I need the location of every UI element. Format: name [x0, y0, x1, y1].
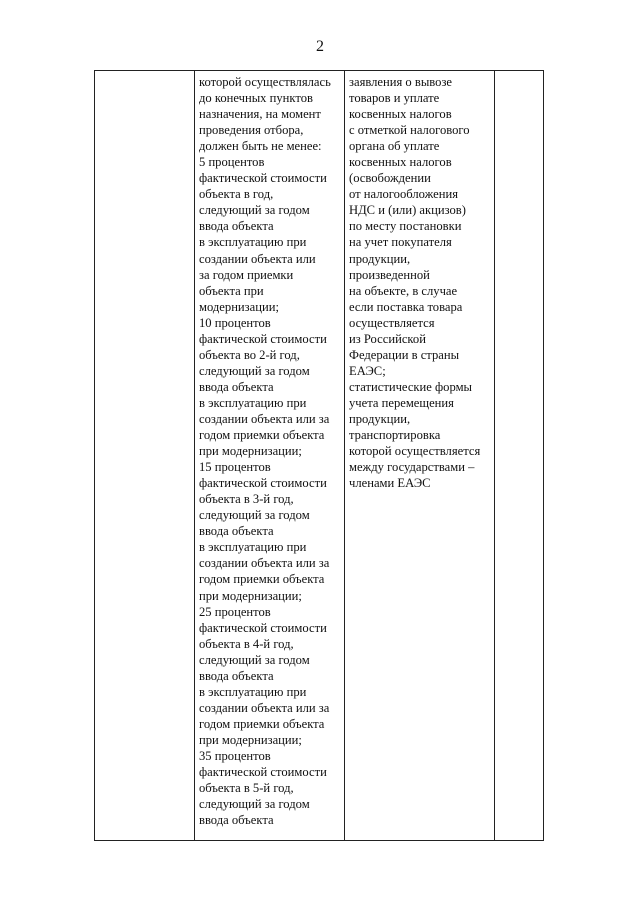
text-line: ввода объекта: [199, 813, 274, 828]
text-line: за годом приемки: [199, 267, 294, 282]
text-line: по месту постановки: [349, 219, 462, 234]
text-line: годом приемки объекта: [199, 428, 325, 443]
column-divider-1: [194, 71, 195, 840]
text-line: следующий за годом: [199, 508, 310, 523]
text-line: ввода объекта: [199, 524, 274, 539]
text-line: модернизации;: [199, 299, 279, 314]
text-line: объекта в 5-й год,: [199, 781, 294, 796]
text-line: ввода объекта: [199, 219, 274, 234]
text-line: транспортировка: [349, 428, 441, 443]
text-line: объекта в год,: [199, 187, 274, 202]
text-line: органа об уплате: [349, 139, 440, 154]
table-cell-criteria: [199, 74, 331, 828]
text-line: 35 процентов: [199, 748, 271, 763]
text-line: ввода объекта: [199, 668, 274, 683]
page-number: 2: [316, 38, 324, 55]
text-line: НДС и (или) акцизов): [349, 203, 466, 218]
text-line: 10 процентов: [199, 315, 271, 330]
text-line: годом приемки объекта: [199, 572, 325, 587]
text-line: создании объекта или за: [199, 700, 330, 715]
text-line: фактической стоимости: [199, 476, 327, 491]
text-line: ЕАЭС;: [349, 363, 386, 378]
text-line: в эксплуатацию при: [199, 235, 307, 250]
text-line: Федерации в страны: [349, 347, 460, 362]
text-line: произведенной: [349, 267, 430, 282]
text-line: косвенных налогов: [349, 155, 452, 170]
text-line: фактической стоимости: [199, 620, 327, 635]
text-line: фактической стоимости: [199, 765, 327, 780]
text-line: 15 процентов: [199, 460, 271, 475]
text-line: следующий за годом: [199, 203, 310, 218]
text-line: при модернизации;: [199, 588, 302, 603]
text-line: 5 процентов: [199, 155, 265, 170]
text-line: которой осуществляется: [349, 444, 481, 459]
text-line: в эксплуатацию при: [199, 540, 307, 555]
text-line: следующий за годом: [199, 363, 310, 378]
text-line: между государствами –: [349, 460, 475, 475]
column-divider-3: [494, 71, 495, 840]
text-line: товаров и уплате: [349, 91, 440, 106]
table-cell-documents: [349, 74, 480, 491]
text-line: с отметкой налогового: [349, 123, 470, 138]
text-line: 25 процентов: [199, 604, 271, 619]
text-line: (освобождении: [349, 171, 431, 186]
text-line: продукции,: [349, 251, 411, 266]
text-line: ввода объекта: [199, 379, 274, 394]
text-line: при модернизации;: [199, 732, 302, 747]
text-line: косвенных налогов: [349, 107, 452, 122]
text-line: от налогообложения: [349, 187, 459, 202]
text-line: до конечных пунктов: [199, 91, 313, 106]
text-line: назначения, на момент: [199, 107, 321, 122]
text-line: проведения отбора,: [199, 123, 304, 138]
text-line: заявления о вывозе: [349, 75, 453, 89]
text-line: на учет покупателя: [349, 235, 452, 250]
text-line: следующий за годом: [199, 797, 310, 812]
text-line: объекта при: [199, 283, 264, 298]
text-line: в эксплуатацию при: [199, 684, 307, 699]
text-line: фактической стоимости: [199, 331, 327, 346]
text-line: при модернизации;: [199, 444, 302, 459]
text-line: на объекте, в случае: [349, 283, 458, 298]
text-line: следующий за годом: [199, 652, 310, 667]
text-line: создании объекта или за: [199, 556, 330, 571]
text-line: если поставка товара: [349, 299, 463, 314]
text-line: объекта в 4-й год,: [199, 636, 294, 651]
text-line: продукции,: [349, 411, 411, 426]
text-line: объекта во 2-й год,: [199, 347, 300, 362]
text-line: создании объекта или: [199, 251, 316, 266]
text-line: создании объекта или за: [199, 411, 330, 426]
text-line: учета перемещения: [349, 395, 454, 410]
text-line: которой осуществлялась: [199, 75, 331, 89]
text-line: осуществляется: [349, 315, 435, 330]
text-line: членами ЕАЭС: [349, 476, 431, 491]
text-line: статистические формы: [349, 379, 473, 394]
column-divider-2: [344, 71, 345, 840]
text-line: должен быть не менее:: [199, 139, 322, 154]
text-line: из Российской: [349, 331, 426, 346]
text-line: фактической стоимости: [199, 171, 327, 186]
document-table: [94, 70, 544, 841]
text-line: в эксплуатацию при: [199, 395, 307, 410]
text-line: годом приемки объекта: [199, 716, 325, 731]
text-line: объекта в 3-й год,: [199, 492, 294, 507]
